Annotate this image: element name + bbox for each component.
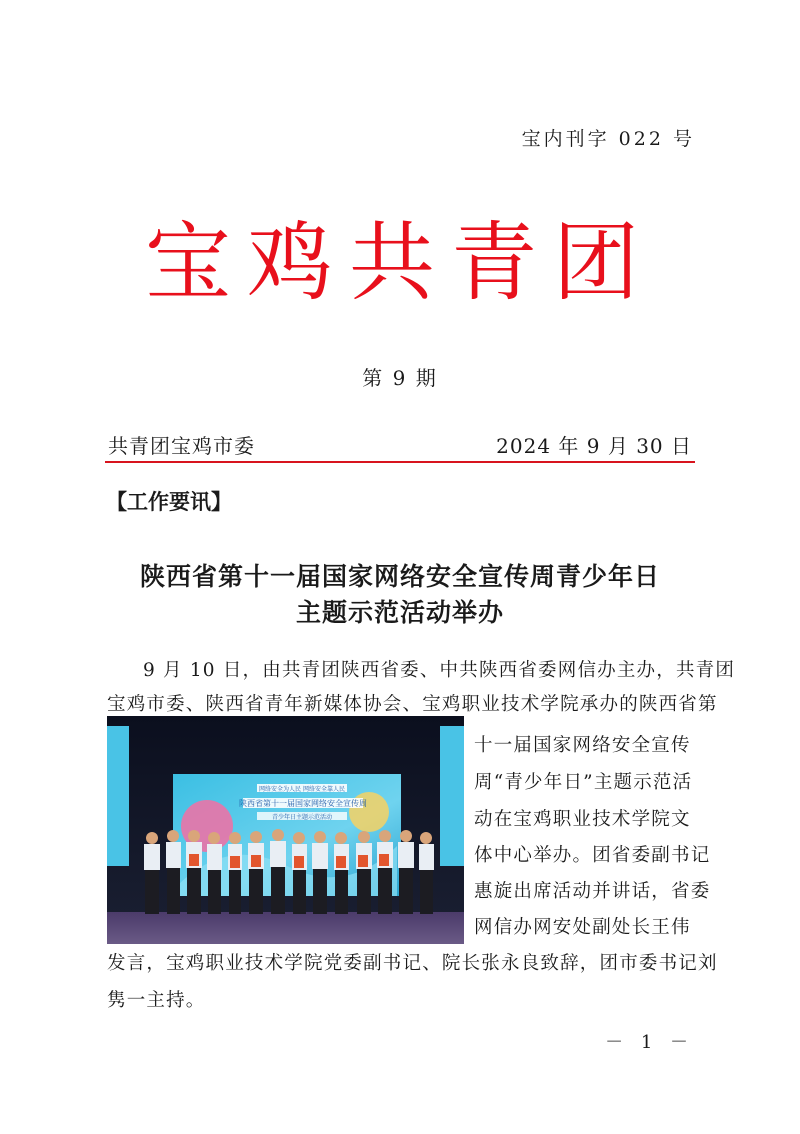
body-line: 9 月 10 日，由共青团陕西省委、中共陕西省委网信办主办，共青团: [143, 660, 736, 681]
body-line: 周“青少年日”主题示范活: [474, 772, 693, 793]
issue-number: 第 9 期: [362, 366, 438, 390]
page-number: － 1 －: [605, 1032, 694, 1053]
issue-date: 2024 年 9 月 30 日: [496, 434, 692, 458]
screen-subtitle: 青少年日主题示范活动: [271, 814, 333, 821]
screen-slogan: 网络安全为人民 网络安全靠人民: [259, 786, 345, 793]
document-number: 宝内刊字 022 号: [521, 128, 695, 150]
event-photo-illustration: [107, 716, 464, 944]
body-line: 发言，宝鸡职业技术学院党委副书记、院长张永良致辞，团市委书记刘: [107, 953, 718, 974]
header-divider: [105, 461, 695, 463]
section-label: 【工作要讯】: [106, 489, 232, 514]
article-title-line2: 主题示范活动举办: [295, 598, 504, 627]
body-line: 惠旋出席活动并讲话，省委: [474, 881, 711, 902]
body-line: 宝鸡市委、陕西省青年新媒体协会、宝鸡职业技术学院承办的陕西省第: [107, 694, 718, 715]
body-line: 体中心举办。团省委副书记: [474, 845, 711, 866]
article-title-line1: 陕西省第十一届国家网络安全宣传周青少年日: [139, 562, 660, 591]
body-line: 十一届国家网络安全宣传: [474, 735, 691, 756]
body-line: 网信办网安处副处长王伟: [474, 917, 691, 938]
screen-title: 陕西省第十一届国家网络安全宣传周: [239, 799, 367, 808]
issuing-organization: 共青团宝鸡市委: [108, 434, 255, 458]
body-line: 隽一主持。: [107, 990, 206, 1011]
masthead-title: 宝鸡共青团: [145, 213, 655, 313]
event-photo: [107, 716, 464, 944]
body-line: 动在宝鸡职业技术学院文: [474, 809, 691, 830]
